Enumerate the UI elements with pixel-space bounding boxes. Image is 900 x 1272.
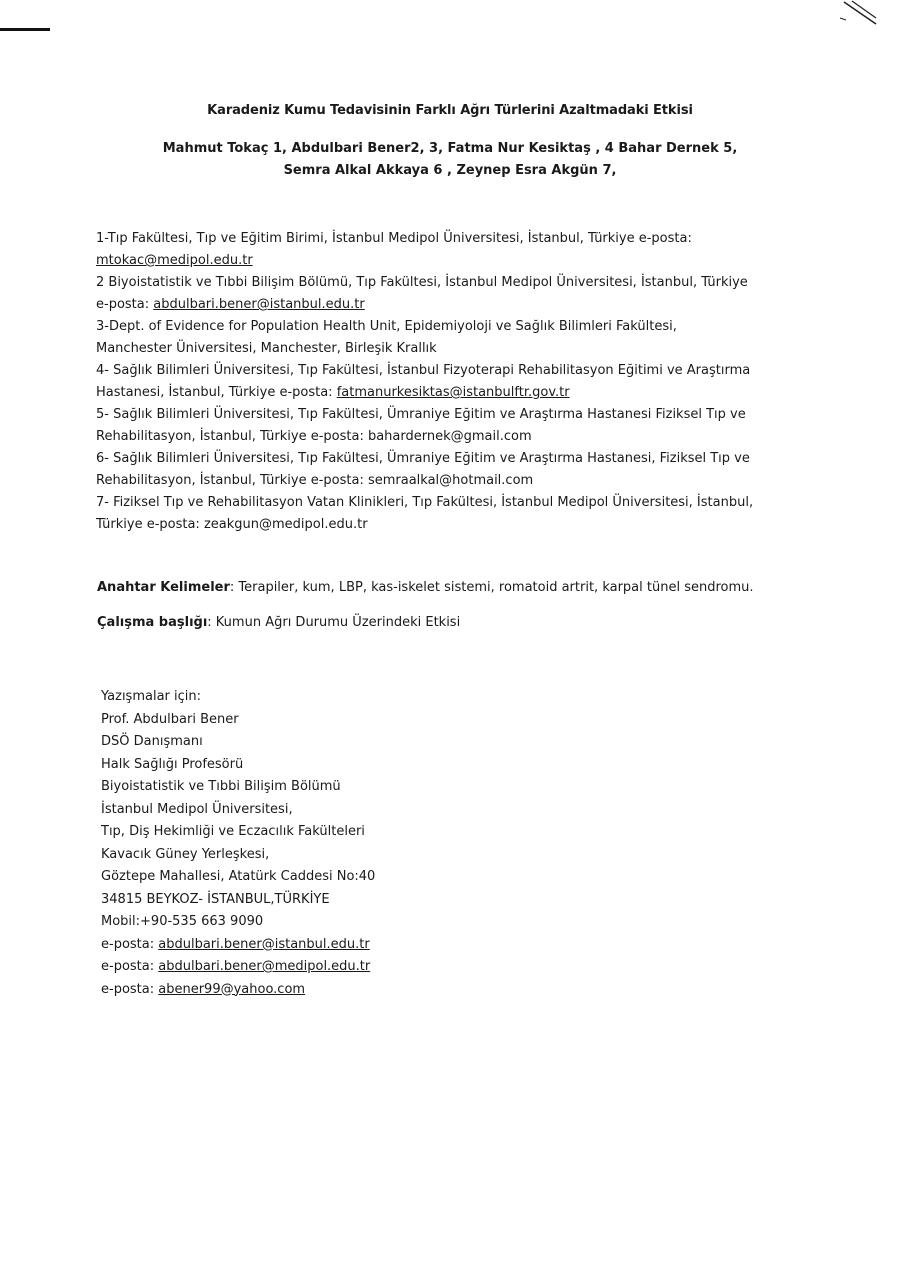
affiliation-line [96,492,796,514]
affiliation-line-text: 3-Dept. of Evidence for Population Health Unit, Epidemiyoloji ve Sağlık Bilimleri Fakültesi, [96,319,677,334]
correspondence-line-text: e-posta: [101,936,159,952]
affiliation-line-text: Hastanesi, İstanbul, Türkiye e-posta: [96,385,337,400]
affiliation-line [96,448,796,470]
correspondence-line [101,709,375,732]
affiliation-line-text: 1-Tıp Fakültesi, Tıp ve Eğitim Birimi, İstanbul Medipol Üniversitesi, İstanbul, Türkiye e-posta: [96,231,692,246]
affiliation-line [96,426,796,448]
affiliation-line [96,360,796,382]
correspondence-line-text: Tıp, Diş Hekimliği ve Eczacılık Fakülteleri [101,824,365,839]
correspondence-line [101,799,375,822]
affiliation-line-text: 2 Biyoistatistik ve Tıbbi Bilişim Bölümü, Tıp Fakültesi, İstanbul Medipol Üniversitesi, İstanbul, Türkiye [96,275,748,290]
correspondence-line-text: Yazışmalar için: [101,689,202,704]
correspondence-line-text: İstanbul Medipol Üniversitesi, [101,801,293,817]
correspondence-line [101,889,375,912]
correspondence-line-text: Mobil:+90-535 663 9090 [101,914,264,929]
correspondence-line [101,754,375,777]
correspondence-line-text: Halk Sağlığı Profesörü [101,756,244,772]
document-title: Karadeniz Kumu Tedavisinin Farklı Ağrı Türlerini Azaltmadaki Etkisi [207,103,693,118]
correspondence-line [101,731,375,754]
affiliation-line-text: Rehabilitasyon, İstanbul, Türkiye e-posta: bahardernek@gmail.com [96,429,532,444]
author-line: Semra Alkal Akkaya 6 , Zeynep Esra Akgün 7, [283,163,617,178]
affiliation-line-text: Manchester Üniversitesi, Manchester, Birleşik Krallık [96,341,437,356]
correspondence-line-text: Prof. Abdulbari Bener [101,711,239,727]
affiliation-line [96,228,796,250]
affiliation-line-text: Türkiye e-posta: zeakgun@medipol.edu.tr [96,517,368,532]
keywords-line [97,580,754,595]
email-link[interactable]: mtokac@medipol.edu.tr [96,253,253,268]
correspondence-line-text: DSÖ Danışmanı [101,734,203,749]
keywords-value: : Terapiler, kum, LBP, kas-iskelet sistemi, romatoid artrit, karpal tünel sendromu. [229,580,754,595]
email-link[interactable]: abdulbari.bener@medipol.edu.tr [158,959,371,974]
correspondence-line-text: e-posta: [101,981,159,997]
correspondence-line-text: 34815 BEYKOZ- İSTANBUL,TÜRKİYE [101,891,330,907]
correspondence-line-text: Göztepe Mahallesi, Atatürk Caddesi No:40 [101,869,376,884]
email-link[interactable]: fatmanurkesiktas@istanbulftr.gov.tr [336,385,570,400]
correspondence-line [101,844,375,867]
correspondence-line [101,979,375,1002]
affiliation-line [96,382,796,404]
keywords-label: Anahtar Kelimeler [97,580,230,595]
study-title-label: Çalışma başlığı [97,615,208,630]
email-link[interactable]: abener99@yahoo.com [158,981,306,997]
correspondence-line [101,686,375,709]
email-link[interactable]: abdulbari.bener@istanbul.edu.tr [158,936,370,952]
correspondence-line-text: Kavacık Güney Yerleşkesi, [101,846,270,862]
affiliation-line [96,514,796,536]
affiliation-line-text: Rehabilitasyon, İstanbul, Türkiye e-posta: semraalkal@hotmail.com [96,473,534,488]
scan-mark [0,28,50,31]
affiliation-line-text: e-posta: [96,297,154,312]
correspondence-line [101,866,375,889]
affiliation-line [96,316,796,338]
correspondence-line [101,776,375,799]
affiliation-line [96,404,796,426]
affiliation-line [96,294,796,316]
correspondence-line [101,821,375,844]
correspondence-line [101,934,375,957]
author-list [0,138,900,182]
correspondence-line-text: e-posta: [101,959,159,974]
author-line: Mahmut Tokaç 1, Abdulbari Bener2, 3, Fatma Nur Kesiktaş , 4 Bahar Dernek 5, [162,141,738,156]
study-title-value: : Kumun Ağrı Durumu Üzerindeki Etkisi [207,615,461,630]
affiliation-line-text: 7- Fiziksel Tıp ve Rehabilitasyon Vatan Klinikleri, Tıp Fakültesi, İstanbul Medipol Üniversitesi, İstanbul, [96,495,754,510]
affiliation-line [96,250,796,272]
correspondence-line [101,911,375,934]
affiliation-line-text: 5- Sağlık Bilimleri Üniversitesi, Tıp Fakültesi, Ümraniye Eğitim ve Araştırma Hastanesi Fiziksel Tıp ve [96,407,746,422]
email-link[interactable]: abdulbari.bener@istanbul.edu.tr [153,297,365,312]
correspondence-line [101,956,375,979]
correspondence-block [101,686,375,1001]
scan-mark-corner [838,0,878,26]
affiliation-line-text: 6- Sağlık Bilimleri Üniversitesi, Tıp Fakültesi, Ümraniye Eğitim ve Araştırma Hastanesi, Fiziksel Tıp ve [96,451,750,466]
affiliation-list [96,228,796,536]
affiliation-line [96,272,796,294]
study-title-line [97,615,460,630]
affiliation-line [96,338,796,360]
correspondence-line-text: Biyoistatistik ve Tıbbi Bilişim Bölümü [101,779,341,794]
affiliation-line-text: 4- Sağlık Bilimleri Üniversitesi, Tıp Fakültesi, İstanbul Fizyoterapi Rehabilitasyon Eğitimi ve Araştırma [96,363,751,378]
affiliation-line [96,470,796,492]
